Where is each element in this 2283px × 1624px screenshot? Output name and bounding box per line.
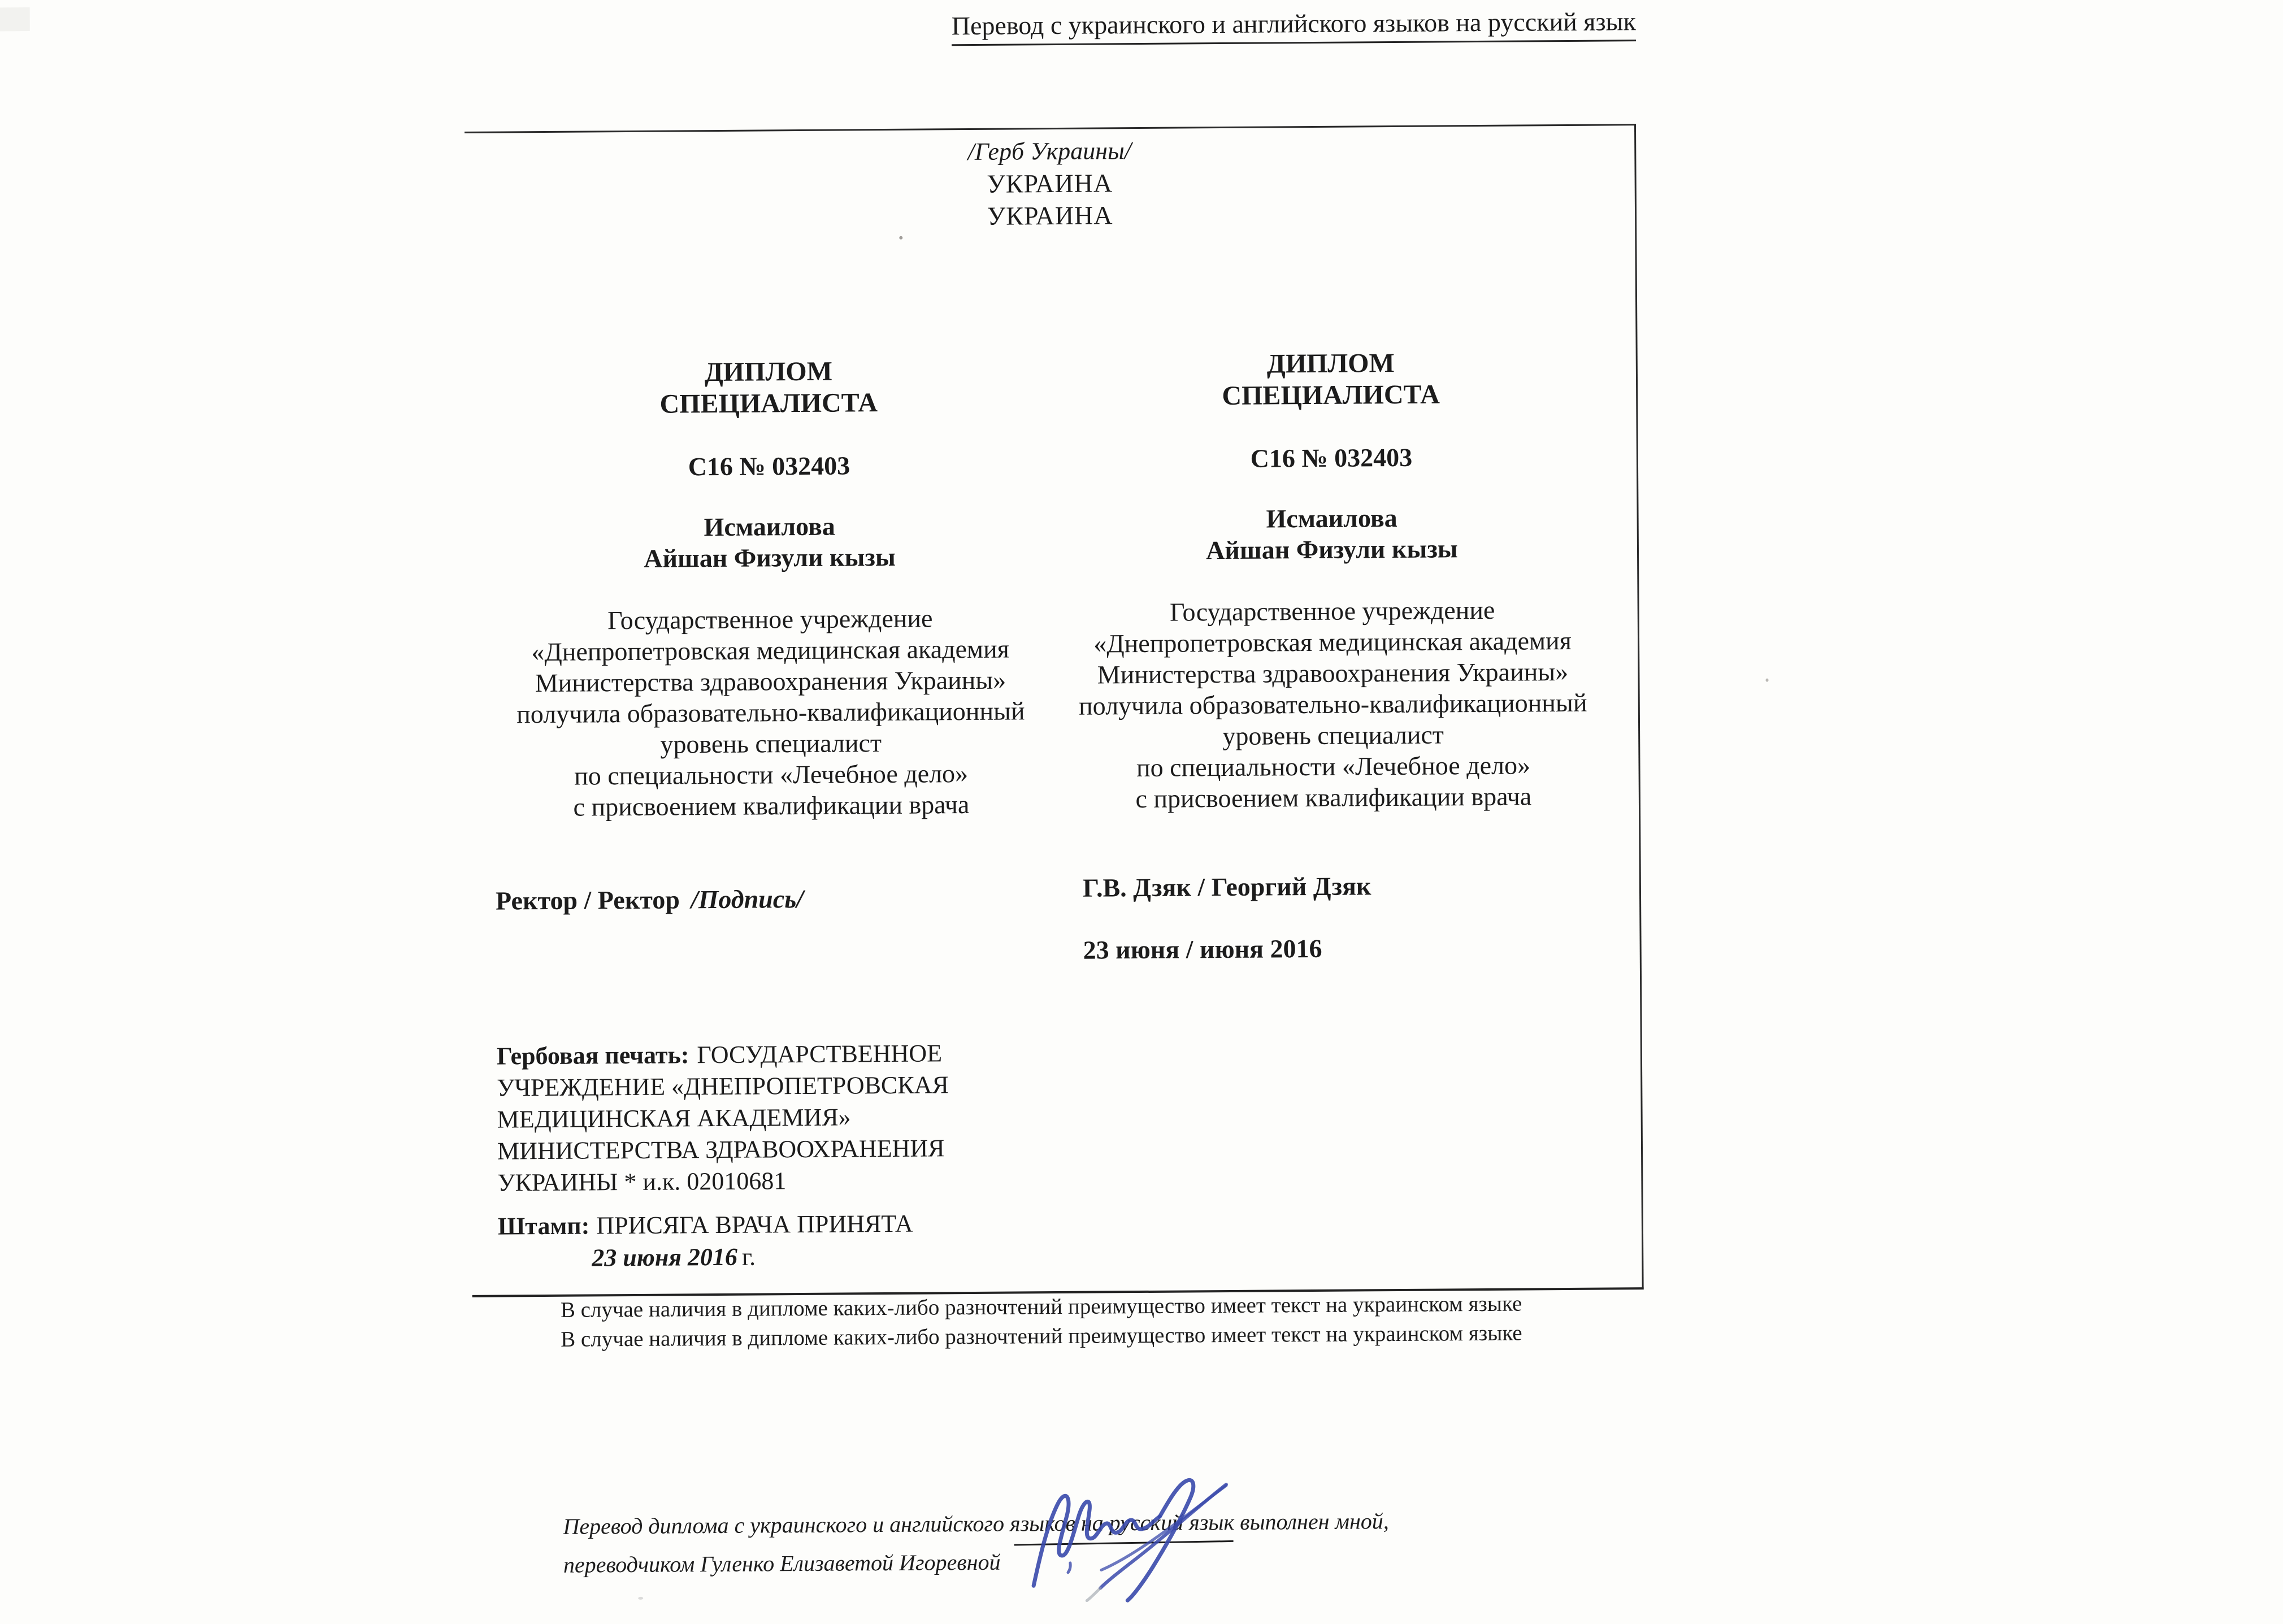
body-line: по специальности «Лечебное дело» — [574, 759, 969, 791]
translator-statement-line1: Перевод диплома с украинского и английского языков на русский язык выполнен мной, — [563, 1508, 1389, 1539]
diploma-translation-frame — [465, 124, 1644, 1297]
stamp-date: 23 июня 2016 — [592, 1243, 738, 1272]
diploma-title-line1: ДИПЛОМ — [1266, 348, 1395, 379]
scan-speck — [638, 1597, 643, 1600]
holder-name-left — [484, 509, 1056, 575]
country-name-line1: УКРАИНА — [987, 168, 1113, 198]
body-line: с присвоением квалификации врача — [1135, 781, 1532, 814]
stamp-date-line — [498, 1239, 1060, 1275]
body-line: Министерства здравоохранения Украины» — [1097, 657, 1569, 689]
rector-line — [487, 882, 1057, 916]
holder-surname: Исмаилова — [704, 511, 835, 542]
diploma-title-left — [483, 354, 1054, 422]
discrepancy-note-2: В случае наличия в дипломе каких-либо разночтений преимущество имеет текст на украинском языке — [561, 1321, 1522, 1352]
official-seal-block — [488, 1037, 1060, 1199]
body-line: получила образовательно-квалификационный — [1078, 688, 1587, 720]
page-title: Перевод с украинского и английского языков на русский язык — [952, 6, 1636, 46]
holder-given-name: Айшан Физули кызы — [644, 542, 896, 573]
body-line: «Днепропетровская медицинская академия — [531, 634, 1010, 667]
seal-text: МЕДИЦИНСКАЯ АКАДЕМИЯ» — [497, 1103, 851, 1134]
seal-line — [497, 1037, 1058, 1072]
diploma-title-right — [1060, 346, 1603, 413]
coat-of-arms-note: /Герб Украины/ — [967, 137, 1132, 166]
scan-speck — [899, 236, 902, 240]
country-name-line2: УКРАИНА — [987, 201, 1113, 231]
seal-text: УЧРЕЖДЕНИЕ «ДНЕПРОПЕТРОВСКАЯ — [497, 1071, 949, 1102]
stamp-label: Штамп: — [497, 1212, 590, 1240]
holder-given-name: Айшан Физули кызы — [1206, 534, 1458, 565]
seal-text: ГОСУДАРСТВЕННОЕ — [697, 1039, 943, 1069]
scan-smudge — [0, 7, 30, 31]
holder-name-right — [1060, 501, 1603, 567]
stamp-date-suffix: г. — [741, 1243, 756, 1271]
right-diploma-column — [1058, 126, 1608, 1291]
stamp-block — [489, 1206, 1060, 1275]
seal-label: Гербовая печать: — [496, 1041, 689, 1070]
diploma-serial-left: С16 № 032403 — [688, 451, 850, 481]
left-diploma-column — [481, 129, 1060, 1295]
diploma-title-line2: СПЕЦИАЛИСТА — [1222, 379, 1440, 411]
diploma-body-left — [485, 602, 1057, 823]
body-line: уровень специалист — [660, 728, 882, 759]
translator-statement-line2: переводчиком Гуленко Елизаветой Игоревной — [563, 1549, 1001, 1578]
issue-date-line: 23 июня / июня 2016 — [1083, 933, 1322, 965]
rector-name-line: Г.В. Дзяк / Георгий Дзяк — [1082, 871, 1371, 902]
body-line: «Днепропетровская медицинская академия — [1093, 626, 1572, 658]
body-line: уровень специалист — [1222, 720, 1444, 751]
body-line: получила образовательно-квалификационный — [516, 696, 1025, 729]
handwritten-signature — [1016, 1469, 1266, 1612]
scan-speck — [1766, 679, 1769, 682]
diploma-serial-right: С16 № 032403 — [1250, 442, 1413, 473]
seal-text: УКРАИНЫ * и.к. 02010681 — [497, 1167, 787, 1197]
holder-surname: Исмаилова — [1266, 503, 1397, 533]
stamp-line — [498, 1206, 1060, 1243]
stamp-text: ПРИСЯГА ВРАЧА ПРИНЯТА — [596, 1209, 913, 1240]
body-line: Государственное учреждение — [607, 603, 933, 635]
body-line: по специальности «Лечебное дело» — [1136, 750, 1531, 783]
signature-note: /Подпись/ — [691, 884, 804, 914]
discrepancy-note-1: В случае наличия в дипломе каких-либо разночтений преимущество имеет текст на украинском языке — [560, 1291, 1522, 1322]
body-line: с присвоением квалификации врача — [573, 790, 970, 822]
diploma-title-line1: ДИПЛОМ — [704, 356, 833, 388]
body-line: Министерства здравоохранения Украины» — [535, 665, 1006, 698]
body-line: Государственное учреждение — [1169, 595, 1495, 627]
diploma-title-line2: СПЕЦИАЛИСТА — [659, 388, 878, 419]
seal-text: МИНИСТЕРСТВА ЗДРАВООХРАНЕНИЯ — [497, 1134, 945, 1165]
diploma-body-right — [1061, 594, 1605, 815]
rector-label: Ректор / Ректор — [495, 885, 680, 915]
